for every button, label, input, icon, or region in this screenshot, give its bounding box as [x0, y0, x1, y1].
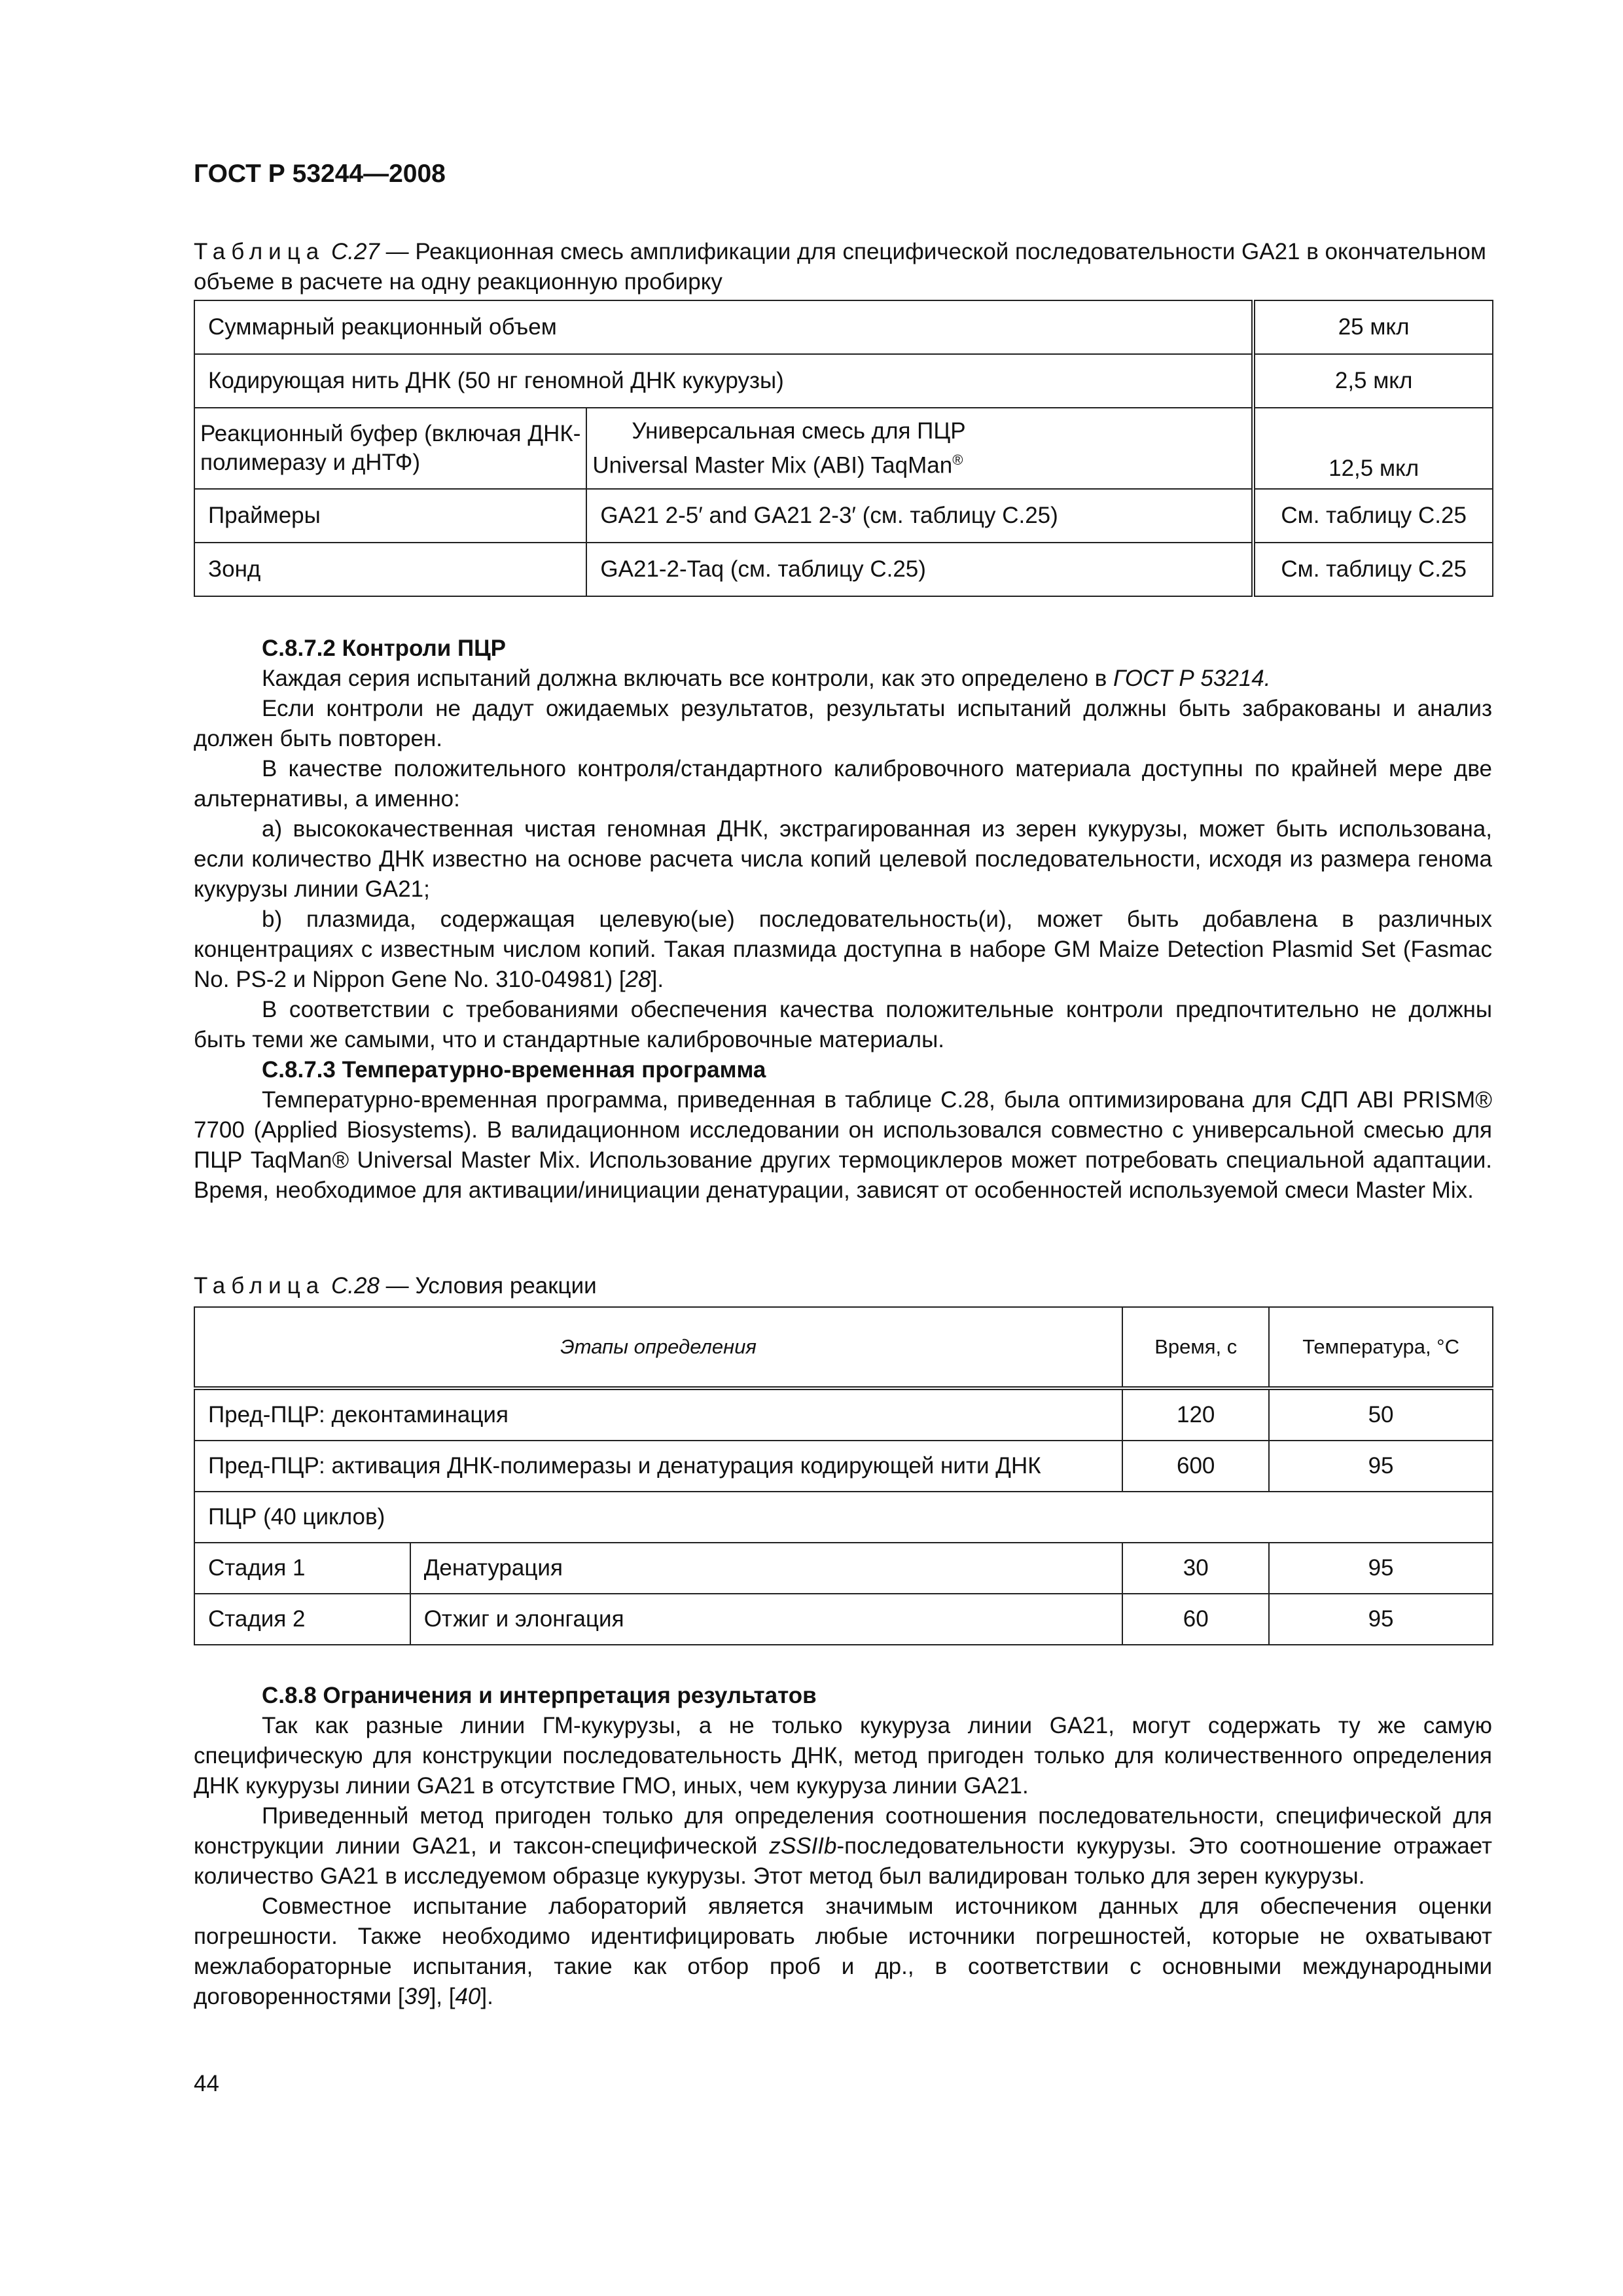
table-cell: Кодирующая нить ДНК (50 нг геномной ДНК кукурузы)	[194, 354, 1253, 408]
paragraph: Температурно-временная программа, приведенная в таблице С.28, была оптимизирована для СДП ABI PRISM® 7700 (Applied Biosystems). В валидационном исследовании он использовался совместно с универсальной смесью для ПЦР TaqMan® Universal Master Mix. Использование других термоциклеров может потребовать специальной адаптации. Время, необходимое для активации/инициации денатурации, зависят от особенностей используемой смеси Master Mix.	[194, 1087, 1492, 1203]
citation: 28	[625, 967, 651, 992]
table-cell: Пред-ПЦР: деконтаминация	[194, 1388, 1122, 1441]
table-cell: Пред-ПЦР: активация ДНК-полимеразы и денатурация кодирующей нити ДНК	[194, 1441, 1122, 1492]
section-text-2	[194, 1681, 1492, 2012]
text-run: b) плазмида, содержащая целевую(ые) последовательность(и), может быть добавлена в различных концентрациях с известным числом копий. Такая плазмида доступна в наборе GM Maize Detection Plasmid Set (Fasmac No. PS-2 и Nippon Gene No. 310-04981) [	[194, 906, 1492, 992]
gost-reference: ГОСТ Р 53214.	[1113, 666, 1271, 691]
text-run: ].	[651, 967, 664, 992]
table-cell: Зонд	[194, 543, 586, 596]
table-cell: 600	[1122, 1441, 1269, 1492]
section-heading: С.8.7.3 Температурно-временная программа	[262, 1057, 766, 1083]
citation: 39	[404, 1984, 430, 2009]
table-row	[194, 1441, 1493, 1492]
citation: 40	[455, 1984, 481, 2009]
table-row	[194, 543, 1493, 596]
paragraph	[194, 905, 1492, 995]
cell-line: Universal Master Mix (ABI) TaqMan	[592, 452, 953, 478]
text-run: Приведенный метод пригоден только для определения соотношения последовательности, специфической для конструкции линии GA21, и таксон-специфической	[194, 1803, 1492, 1859]
table28-caption	[194, 1271, 1496, 1301]
document-header: ГОСТ Р 53244—2008	[194, 160, 446, 188]
table-cell: Стадия 1	[194, 1543, 410, 1594]
paragraph	[194, 664, 1492, 694]
section-heading: С.8.7.2 Контроли ПЦР	[262, 636, 507, 661]
page-number: 44	[194, 2071, 219, 2096]
table-cell: 60	[1122, 1594, 1269, 1645]
column-header: Этапы определения	[194, 1307, 1122, 1388]
paragraph	[194, 1892, 1492, 2012]
paragraph: В качестве положительного контроля/стандартного калибровочного материала доступны по крайней мере две альтернативы, а именно:	[194, 756, 1492, 812]
table-c27	[194, 300, 1493, 597]
section-heading: С.8.8 Ограничения и интерпретация результатов	[262, 1683, 817, 1708]
caption-label: Таблица	[194, 239, 325, 264]
table-cell	[586, 408, 1253, 489]
table-cell: 12,5 мкл	[1253, 408, 1493, 489]
caption-text: — Условия реакции	[379, 1273, 597, 1299]
caption-number: С.28	[330, 1273, 380, 1299]
column-header: Время, с	[1122, 1307, 1269, 1388]
table-cell: Стадия 2	[194, 1594, 410, 1645]
text-run: ], [	[429, 1984, 455, 2009]
cell-line: Универсальная смесь для ПЦР	[632, 418, 966, 444]
caption-text: — Реакционная смесь амплификации для специфической последовательности GA21 в окончательном объеме в расчете на одну реакционную пробирку	[194, 239, 1486, 295]
table-cell: 95	[1269, 1441, 1493, 1492]
table-row	[194, 1388, 1493, 1441]
table-cell: Суммарный реакционный объем	[194, 300, 1253, 354]
table-row	[194, 1594, 1493, 1645]
table-row	[194, 300, 1493, 354]
caption-number: С.27	[330, 239, 380, 264]
section-text-1	[194, 634, 1492, 1206]
paragraph: Если контроли не дадут ожидаемых результатов, результаты испытаний должны быть забракованы и анализ должен быть повторен.	[194, 696, 1492, 751]
registered-mark: ®	[952, 451, 963, 468]
paragraph: Так как разные линии ГМ-кукурузы, а не только кукуруза линии GA21, могут содержать ту же самую специфическую для конструкции последовательность ДНК, метод пригоден только для количественного определения ДНК кукурузы линии GA21 в отсутствие ГМО, иных, чем кукуруза линии GA21.	[194, 1713, 1492, 1799]
table-row	[194, 408, 1493, 489]
text-run: Каждая серия испытаний должна включать все контроли, как это определено в	[262, 666, 1114, 691]
table-cell: 95	[1269, 1594, 1493, 1645]
table-c28	[194, 1306, 1493, 1645]
table-cell: 50	[1269, 1388, 1493, 1441]
table-cell: 2,5 мкл	[1253, 354, 1493, 408]
text-run: -последовательности кукурузы. Это соотношение отражает количество GA21 в исследуемом образце кукурузы. Этот метод был валидирован только для зерен кукурузы.	[194, 1833, 1493, 1889]
table-cell: Денатурация	[410, 1543, 1123, 1594]
gene-name: zSSIIb	[769, 1833, 837, 1859]
table-row	[194, 1492, 1493, 1543]
column-header: Температура, °С	[1269, 1307, 1493, 1388]
table-row	[194, 489, 1493, 543]
paragraph	[194, 1801, 1492, 1892]
table-cell: Реакционный буфер (включая ДНК-полимеразу и дНТФ)	[194, 408, 586, 489]
table-cell: См. таблицу С.25	[1253, 543, 1493, 596]
table-cell: 30	[1122, 1543, 1269, 1594]
table-cell: GA21-2-Taq (см. таблицу С.25)	[586, 543, 1253, 596]
table-cell: 120	[1122, 1388, 1269, 1441]
table-cell: 95	[1269, 1543, 1493, 1594]
table-cell: Отжиг и элонгация	[410, 1594, 1123, 1645]
table-cell: GA21 2-5′ and GA21 2-3′ (см. таблицу С.25)	[586, 489, 1253, 543]
paragraph: a) высококачественная чистая геномная ДНК, экстрагированная из зерен кукурузы, может быть использована, если количество ДНК известно на основе расчета числа копий целевой последовательности, исходя из размера генома кукурузы линии GA21;	[194, 816, 1492, 902]
table-row	[194, 354, 1493, 408]
caption-label: Таблица	[194, 1273, 325, 1299]
table-cell: См. таблицу С.25	[1253, 489, 1493, 543]
table-cell: ПЦР (40 циклов)	[194, 1492, 1493, 1543]
table-cell: Праймеры	[194, 489, 586, 543]
text-run: Совместное испытание лабораторий является значимым источником данных для обеспечения оценки погрешности. Также необходимо идентифицировать любые источники погрешностей, которые не охватывают межлабораторные испытания, такие как отбор проб и др., в соответствии с основными международными договоренностями [	[194, 1893, 1492, 2009]
table27-caption	[194, 237, 1496, 297]
table-row	[194, 1543, 1493, 1594]
table-cell: 25 мкл	[1253, 300, 1493, 354]
text-run: ].	[480, 1984, 493, 2009]
table-header-row	[194, 1307, 1493, 1388]
paragraph: В соответствии с требованиями обеспечения качества положительные контроли предпочтительно не должны быть теми же самыми, что и стандартные калибровочные материалы.	[194, 997, 1492, 1052]
